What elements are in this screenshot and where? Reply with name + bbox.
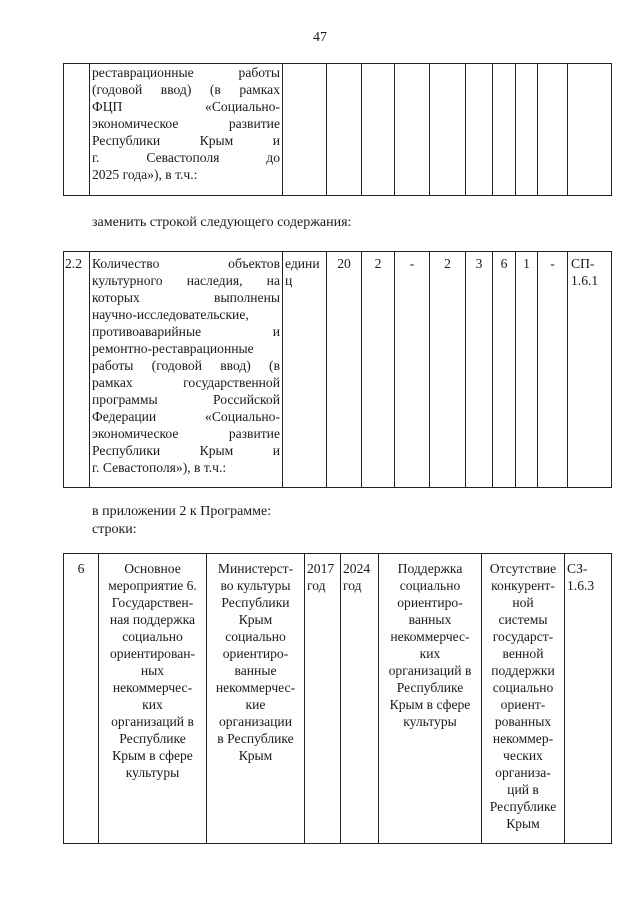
text-line: Федерации «Социально- [92,409,280,424]
code-text [567,560,609,594]
cell-value-4: 2 [430,252,466,488]
cell-value [516,64,538,196]
text-line: 1.6.1 [571,273,599,288]
text-line: ких [419,646,441,661]
activity-text [101,560,204,781]
text-line: едини [285,256,320,271]
text-line: Крым [238,748,273,763]
cell-unit [283,252,327,488]
text-line: социально [225,629,286,644]
text-line: год [307,578,326,593]
text-line: государст- [492,629,554,644]
text-line: Республики Крым и [92,443,280,458]
text-line: СЗ- [567,561,588,576]
text-line: венной [502,646,544,661]
cell-code [565,554,612,844]
text-line: некоммерчес- [215,680,296,695]
cell-num: 6 [64,554,99,844]
text-line: ориентирован- [109,646,196,661]
table-program-row [63,553,612,844]
executor-text [209,560,302,764]
text-line: некоммерчес- [390,629,470,644]
cell-end-year [341,554,379,844]
cell-value [538,64,568,196]
page-number: 47 [313,30,327,45]
text-line: СП- [571,256,595,271]
cell-value-3: - [395,252,430,488]
text-line: реставрационные работы [92,65,280,80]
text-line: организации [219,714,292,729]
cell-result [379,554,482,844]
text-line: Отсутствие [489,561,557,576]
text-line: социально [492,680,554,695]
cell-code [568,64,612,196]
code-text [571,255,608,289]
paragraph-rows: строки: [92,522,137,537]
text-line: культурного наследия, на [92,273,280,288]
text-line: Крым [238,612,273,627]
text-line: организаций в [388,663,472,678]
cell-value [395,64,430,196]
text-line: работы (годовой ввод) (в [92,358,280,373]
end-year-text [343,560,376,594]
text-line: в Республике [217,731,294,746]
table-old-row [63,63,612,196]
cell-indicator-text [90,64,283,196]
text-line: ванных [408,612,452,627]
text-line: ций в [507,782,539,797]
text-line: ремонтно-реставрационные [92,341,254,356]
text-line: ориентиро- [222,646,289,661]
text-line: Республики [221,595,290,610]
text-line: поддержки [491,663,555,678]
text-line: ц [285,273,293,288]
text-line: культуры [403,714,457,729]
text-line: ориент- [500,697,546,712]
text-line: ных [140,663,165,678]
text-line: Крым [506,816,540,831]
text-line: ФЦП «Социально- [92,99,280,114]
cell-unit [283,64,327,196]
cell-value-6: 6 [493,252,516,488]
text-line: противоаварийные и [92,324,280,339]
text-line: Республике [396,680,464,695]
text-line: (годовой ввод) (в рамках [92,82,280,97]
indicator-text [92,64,280,183]
text-line: Основное [124,561,181,576]
indicator-text [92,255,280,476]
text-line: некоммер- [492,731,554,746]
cell-value-1: 20 [327,252,362,488]
cell-start-year [305,554,341,844]
text-line: организаций в [111,714,194,729]
table-new-row [63,251,612,488]
cell-value [493,64,516,196]
text-line: конкурент- [491,578,555,593]
cell-code [568,252,612,488]
text-line: социально [399,578,461,593]
text-line: рованных [494,714,552,729]
text-line: Министерст- [217,561,294,576]
text-line: Республики Крым и [92,133,280,148]
text-line: Республике [119,731,186,746]
text-line: научно-исследовательские, [92,307,249,322]
cell-activity [99,554,207,844]
paragraph-appendix: в приложении 2 к Программе: [92,504,272,519]
text-line: Поддержка [397,561,463,576]
result-text [381,560,479,730]
cell-value-7: 1 [516,252,538,488]
text-line: 1.6.3 [567,578,595,593]
text-line: ная поддержка [109,612,196,627]
paragraph-replace: заменить строкой следующего содержания: [92,215,352,230]
consequence-text [484,560,562,832]
cell-value-5: 3 [466,252,493,488]
text-line: во культуры [220,578,291,593]
text-line: Количество объектов [92,256,280,271]
unit-text [285,255,324,289]
text-line: Государствен- [111,595,194,610]
text-line: экономическое развитие [92,426,280,441]
text-line: программы Российской [92,392,280,407]
text-line: год [343,578,362,593]
cell-value-8: - [538,252,568,488]
text-line: ческих [503,748,543,763]
text-line: Республике [489,799,557,814]
cell-value-2: 2 [362,252,395,488]
text-line: экономическое развитие [92,116,280,131]
text-line: Крым в сфере [389,697,471,712]
text-line: кие [245,697,266,712]
cell-consequence [482,554,565,844]
text-line: 2017 [307,561,335,576]
cell-indicator-text [90,252,283,488]
start-year-text [307,560,338,594]
text-line: ванные [234,663,277,678]
cell-value [430,64,466,196]
text-line: ориентиро- [397,595,463,610]
text-line: культуры [125,765,180,780]
text-line: г. Севастополя до [92,150,280,165]
cell-value [362,64,395,196]
text-line: ких [142,697,163,712]
text-line: 2024 [343,561,371,576]
text-line: некоммерчес- [112,680,193,695]
text-line: рамках государственной [92,375,280,390]
text-line: которых выполнены [92,290,280,305]
text-line: социально [122,629,183,644]
text-line: 2025 года»), в т.ч.: [92,167,198,182]
text-line: системы [498,612,548,627]
cell-executor [207,554,305,844]
text-line: ной [512,595,534,610]
cell-value [466,64,493,196]
text-line: Крым в сфере [112,748,193,763]
cell-num: 2.2 [64,252,90,488]
text-line: г. Севастополя»), в т.ч.: [92,460,227,475]
cell-num [64,64,90,196]
text-line: мероприятие 6. [108,578,197,593]
cell-value [327,64,362,196]
text-line: организа- [495,765,551,780]
